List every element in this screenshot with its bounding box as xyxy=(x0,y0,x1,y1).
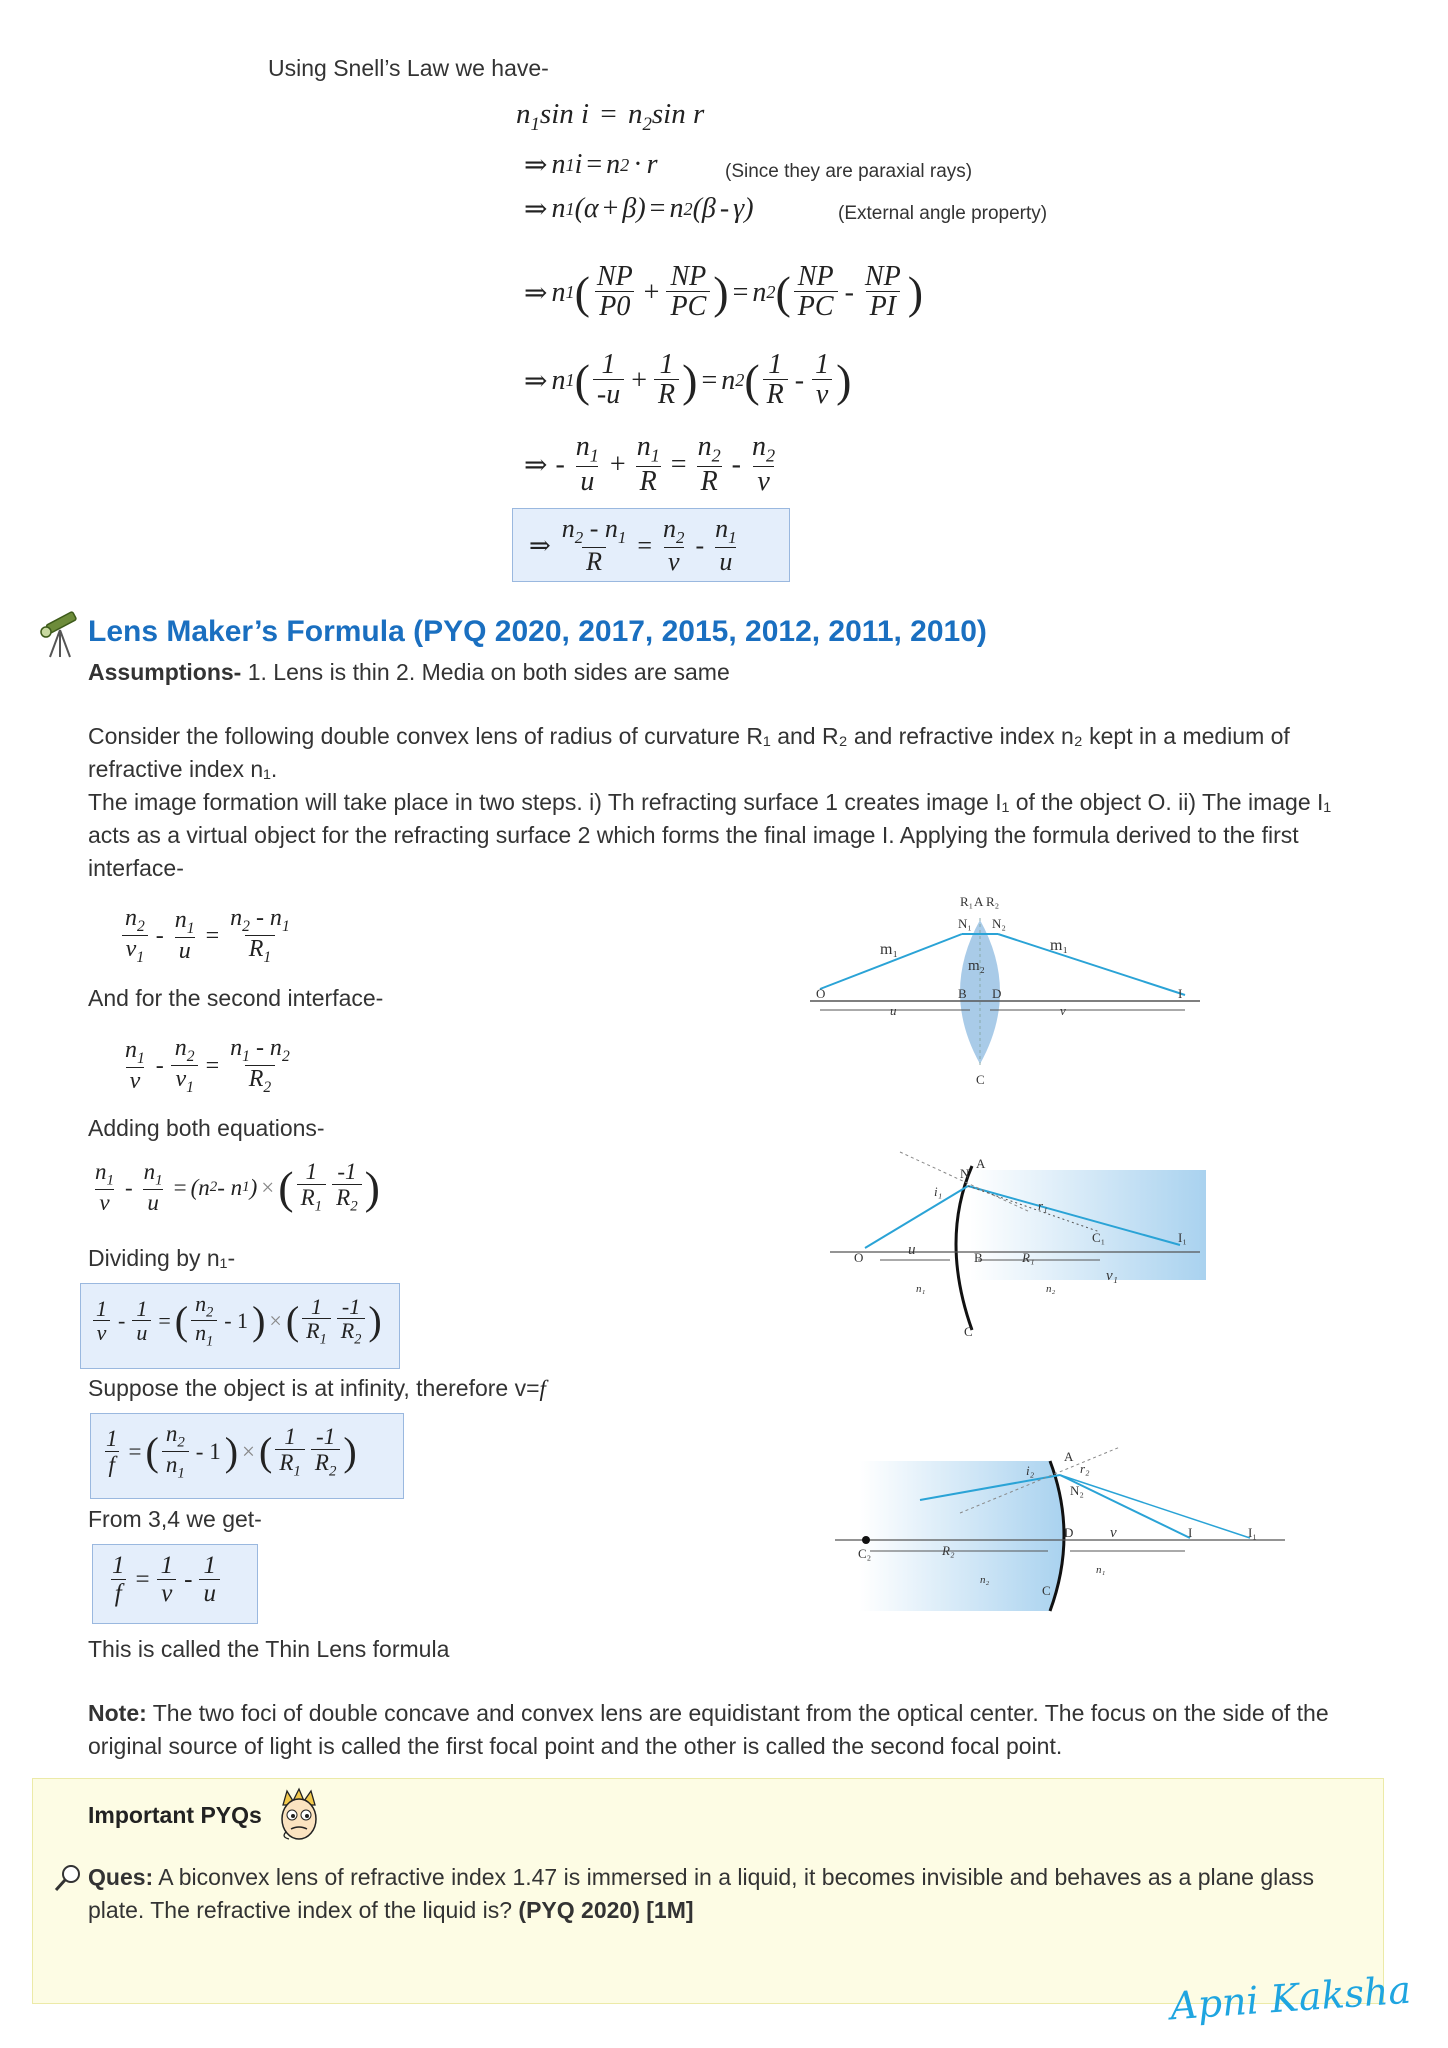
assumptions-text: 1. Lens is thin 2. Media on both sides are same xyxy=(241,659,730,685)
label-v1: v₁ xyxy=(1106,1268,1118,1284)
divided-formula-box: $\frac{1}{v}$ - $\frac{1}{u}$ = ( $\frac{n_2}{n_1}$ - 1 ) × ( $\frac{1}{R_1}$ $\frac{-1}{R_2}$ ) xyxy=(80,1283,400,1369)
label-r2-angle: r₂ xyxy=(1080,1461,1090,1476)
pyq-title: Important PYQs xyxy=(88,1802,262,1828)
label-i: I xyxy=(1178,986,1183,1001)
label-n2-normal: N₂ xyxy=(1070,1483,1084,1498)
ques-tag: (PYQ 2020) [1M] xyxy=(512,1897,694,1923)
result-formula-box: ⇒ $\frac{n_2 - n_1}{R}$ = $\frac{n_2}{v}$ - $\frac{n_1}{u}$ xyxy=(512,508,790,582)
label-r1: R₁ xyxy=(960,894,974,909)
thin-lens-text: This is called the Thin Lens formula xyxy=(88,1636,450,1662)
label-n1-medium-3: n₁ xyxy=(1096,1564,1106,1576)
diagram-double-convex-lens xyxy=(810,888,1210,1098)
pyq-question xyxy=(88,1861,1358,1927)
label-c2: C₂ xyxy=(858,1546,872,1561)
label-i1-image: I₁ xyxy=(1178,1230,1187,1245)
assumptions xyxy=(88,656,730,689)
label-m2: m₂ xyxy=(968,958,985,974)
note-label: Note: xyxy=(88,1700,147,1726)
label-b-2: B xyxy=(974,1250,983,1265)
first-interface-formula: $\frac{n_2}{v_1}$ - $\frac{n_1}{u}$ = $\frac{n_2 - n_1}{R_1}$ xyxy=(118,906,297,966)
label-c1: C₁ xyxy=(1092,1230,1106,1245)
thin-lens-formula-box: $\frac{1}{f}$ = $\frac{1}{v}$ - $\frac{1}{u}$ xyxy=(92,1544,258,1624)
label-u: u xyxy=(890,1003,897,1018)
intro-text: Using Snell’s Law we have- xyxy=(268,55,549,81)
refracted-ray xyxy=(998,934,1185,995)
label-u-2: u xyxy=(908,1242,916,1258)
label-d-3: D xyxy=(1064,1525,1074,1540)
assumptions-label: Assumptions- xyxy=(88,659,242,685)
incident-ray-2 xyxy=(865,1186,968,1248)
diagram-first-surface xyxy=(830,1140,1210,1340)
label-o: O xyxy=(816,986,826,1001)
label-i2: i₂ xyxy=(1026,1463,1035,1478)
second-interface-text: And for the second interface- xyxy=(88,985,384,1011)
label-a-2: A xyxy=(976,1156,986,1171)
suppose-label: Suppose the object is at infinity, therefore v= xyxy=(88,1375,540,1401)
second-interface-formula: $\frac{n_1}{v}$ - $\frac{n_2}{v_1}$ = $\frac{n_1 - n_2}{R_2}$ xyxy=(125,1035,290,1096)
label-i-3: I xyxy=(1188,1525,1193,1540)
note xyxy=(88,1697,1358,1763)
label-r2: R₂ xyxy=(986,894,1000,909)
label-n2-medium: n₂ xyxy=(1046,1283,1056,1295)
label-n1-medium: n₁ xyxy=(916,1283,926,1295)
note-text: The two foci of double concave and convex lens are equidistant from the optical center. The focus on the side of the original source of light is called the first focal point and the other is called the second focal point. xyxy=(88,1700,1329,1759)
label-n2-medium-3: n₂ xyxy=(980,1574,990,1586)
ques-label: Ques: xyxy=(88,1864,154,1890)
label-v: v xyxy=(1060,1003,1066,1018)
label-n2: N₂ xyxy=(992,916,1006,931)
medium-n2-lens xyxy=(860,1461,1064,1611)
focal-symbol: f xyxy=(539,1376,546,1401)
medium-n2 xyxy=(970,1170,1206,1280)
label-m1-left: m₁ xyxy=(880,941,899,958)
note-external-angle: (External angle property) xyxy=(838,203,1048,224)
snell-equation: $n_1\sin$ $i = n_2\sin$ r xyxy=(516,98,705,135)
label-a: A xyxy=(974,894,984,909)
label-b: B xyxy=(958,986,967,1001)
label-r2-radius: R₂ xyxy=(942,1543,955,1558)
derivation-step-1: ⇒ n 1 i = n 2 · r xyxy=(524,149,658,181)
brand-signature: Apni Kaksha xyxy=(1168,1967,1413,2029)
note-paraxial: (Since they are paraxial rays) xyxy=(725,161,973,182)
center-c2 xyxy=(862,1536,870,1544)
label-c-3: C xyxy=(1042,1583,1051,1598)
label-c-2: C xyxy=(964,1324,973,1339)
derivation-step-2: ⇒ n 1 (α + β) = n 2 (β - γ) xyxy=(524,193,754,225)
label-r1-radius: R₁ xyxy=(1022,1250,1035,1265)
focal-formula-box: $\frac{1}{f}$ = ( $\frac{n_2}{n_1}$ - 1 ) × ( $\frac{1}{R_1}$ $\frac{-1}{R_2}$ ) xyxy=(90,1413,404,1499)
paragraph-2: The image formation will take place in two steps. i) Th refracting surface 1 creates image I₁ of the object O. ii) The image I₁ acts as a virtual object for the refracting surface 2 which forms the final image I. Applying the formula derived to the first interface- xyxy=(88,789,1332,881)
label-o-2: O xyxy=(854,1250,864,1265)
extended-ray-3 xyxy=(1060,1475,1250,1538)
derivation-step-3: ⇒ n 1 ( $\frac{NP}{P0}$ + $\frac{NP}{PC}$ ) = n 2 ( $\frac{NP}{PC}$ - $\frac{NP}{PI}$ ) xyxy=(524,261,924,323)
derivation-step-4: ⇒ n 1 ( $\frac{1}{-u}$ + $\frac{1}{R}$ ) = n 2 ( $\frac{1}{R}$ - $\frac{1}{v}$ ) xyxy=(524,349,852,411)
paragraph-1: Consider the following double convex lens of radius of curvature R₁ and R₂ and refractive index n₂ kept in a medium of refractive index n₁. xyxy=(88,723,1290,782)
adding-text: Adding both equations- xyxy=(88,1115,325,1141)
section-title: Lens Maker’s Formula (PYQ 2020, 2017, 2015, 2012, 2011, 2010) xyxy=(88,615,987,648)
suppose-text xyxy=(88,1372,546,1405)
ques-text: A biconvex lens of refractive index 1.47 is immersed in a liquid, it becomes invisible and behaves as a plane glass plate. The refractive index of the liquid is? xyxy=(88,1864,1315,1923)
label-i1-3: I₁ xyxy=(1248,1525,1257,1540)
thinking-face-icon xyxy=(277,1787,321,1843)
label-i1: i₁ xyxy=(934,1184,943,1199)
from34-text: From 3,4 we get- xyxy=(88,1506,262,1532)
label-v-3: v xyxy=(1110,1525,1117,1541)
label-n1: N₁ xyxy=(958,916,972,931)
telescope-icon xyxy=(38,610,82,660)
important-pyqs-box xyxy=(32,1778,1384,2004)
label-n: N xyxy=(960,1166,970,1181)
label-d: D xyxy=(992,986,1002,1001)
label-r1-angle: r₁ xyxy=(1038,1198,1048,1213)
dividing-text: Dividing by n₁- xyxy=(88,1245,236,1271)
label-c: C xyxy=(976,1072,985,1087)
derivation-step-5: ⇒ - $\frac{n_1}{u}$ + $\frac{n_1}{R}$ = $\frac{n_2}{R}$ - $\frac{n_2}{v}$ xyxy=(524,431,776,497)
combined-formula: $\frac{n_1}{v}$ - $\frac{n_1}{u}$ = (n 2 - n 1 ) × ( $\frac{1}{R_1}$ $\frac{-1}{R_2}$ ) xyxy=(95,1159,380,1216)
label-a-3: A xyxy=(1064,1449,1074,1464)
magnifier-icon xyxy=(53,1863,83,1893)
refracting-surface xyxy=(956,1166,972,1330)
diagram-second-surface xyxy=(830,1425,1290,1625)
label-m1-right: m₁ xyxy=(1050,937,1069,954)
